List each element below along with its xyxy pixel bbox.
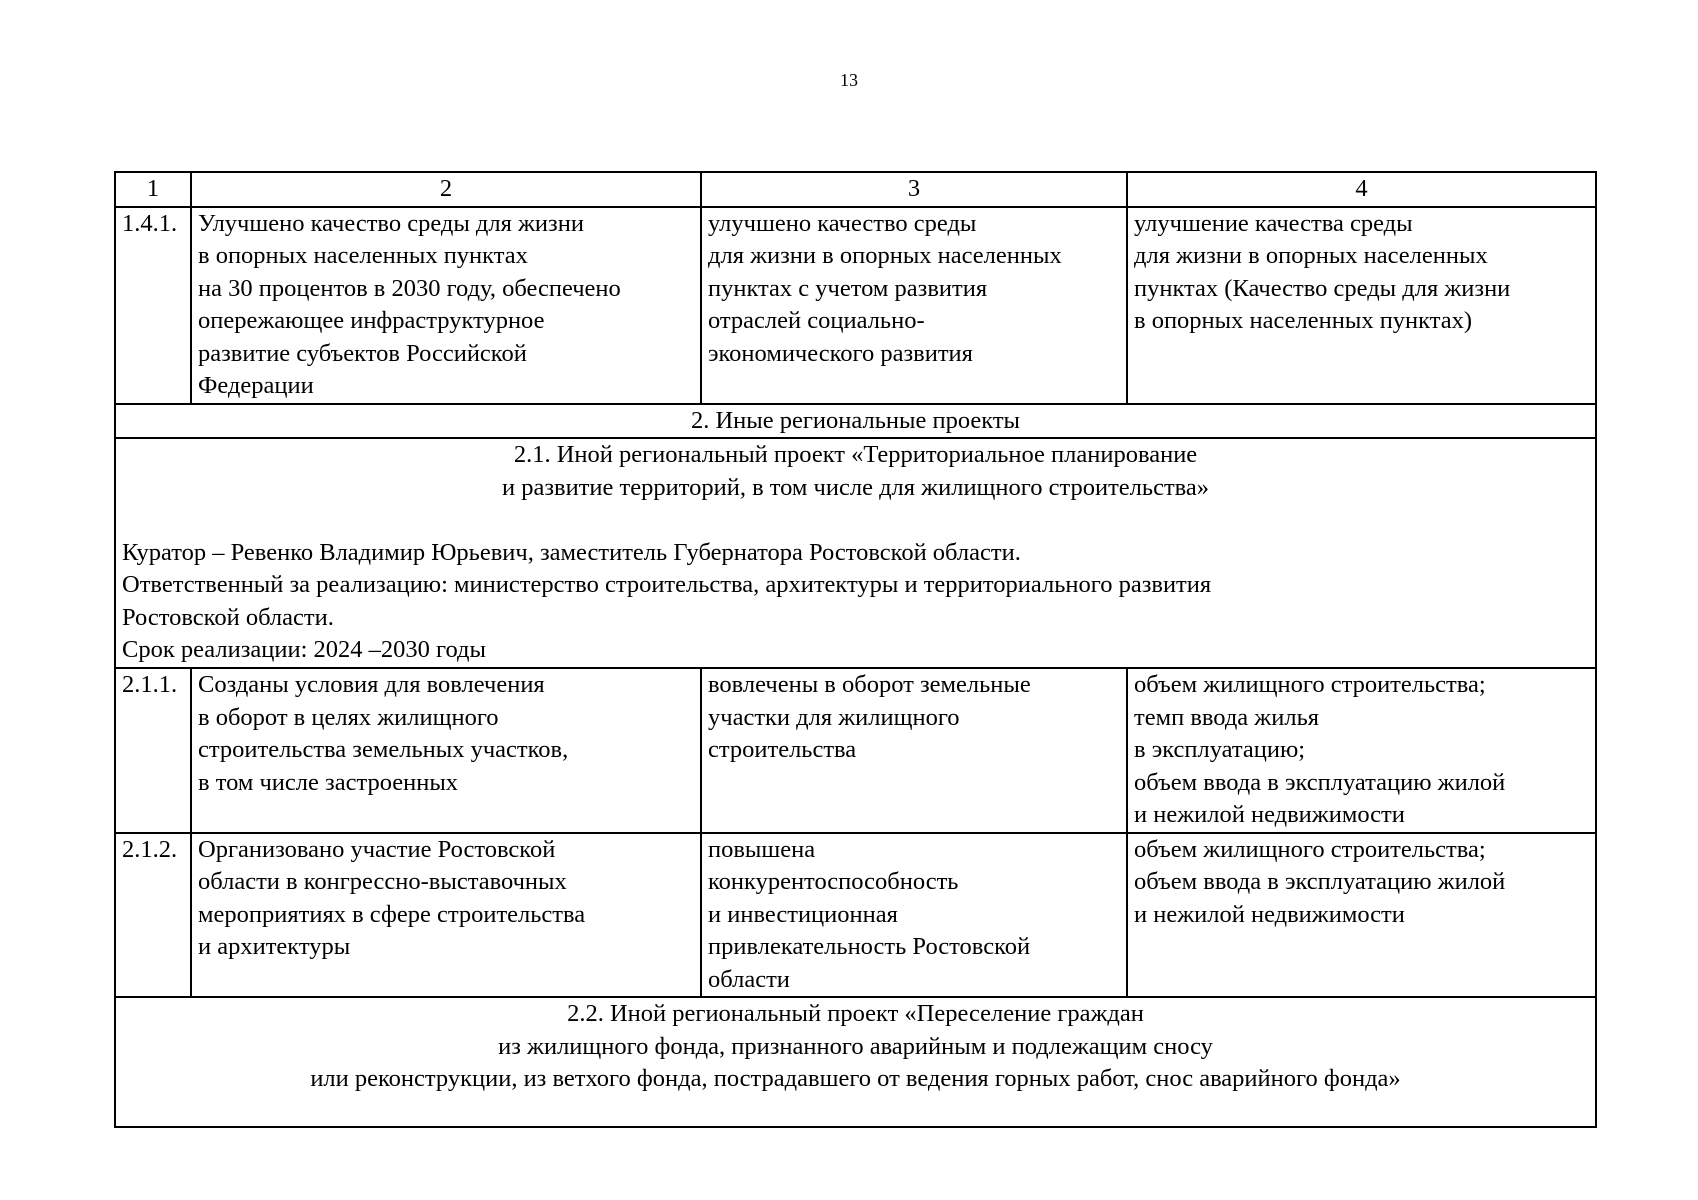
project-title-line: 2.1. Иной региональный проект «Территориальное планирование	[513, 441, 1198, 468]
blank-line	[122, 504, 1589, 537]
responsible-line: Ростовской области.	[122, 603, 334, 631]
text-line: развитие субъектов Российской	[198, 339, 527, 367]
characteristic-cell	[701, 668, 1127, 833]
text-line: повышена	[708, 835, 816, 863]
characteristic-cell	[701, 207, 1127, 404]
text-line: в оборот в целях жилищного	[198, 703, 499, 731]
project-2-2-cell	[115, 997, 1596, 1127]
section-heading: 2. Иные региональные проекты	[115, 404, 1596, 439]
text-line: в том числе застроенных	[198, 768, 459, 796]
row-number: 2.1.2.	[115, 833, 191, 998]
text-line: для жизни в опорных населенных	[1134, 242, 1488, 269]
text-line: темп ввода жилья	[1134, 703, 1320, 731]
text-line: участки для жилищного	[708, 703, 960, 731]
table-row-2-1-2	[115, 833, 1596, 998]
text-line: Федерации	[198, 372, 314, 399]
project-2-1-row	[115, 438, 1596, 668]
text-line: опережающее инфраструктурное	[198, 307, 545, 334]
header-col-3: 3	[701, 172, 1127, 207]
text-line: пунктах (Качество среды для жизни	[1134, 274, 1511, 302]
text-line: и архитектуры	[198, 933, 351, 960]
text-line: Созданы условия для вовлечения	[198, 671, 545, 698]
text-line: улучшение качества среды	[1134, 209, 1413, 237]
text-line: строительства	[708, 736, 857, 763]
project-2-1-cell	[115, 438, 1596, 668]
indicator-cell	[1127, 207, 1596, 404]
page-number: 13	[840, 70, 858, 90]
result-cell	[191, 833, 701, 998]
text-line: Организовано участие Ростовской	[198, 835, 556, 863]
table-row-1-4-1	[115, 207, 1596, 404]
text-line: экономического развития	[708, 339, 973, 367]
text-line: на 30 процентов в 2030 году, обеспечено	[198, 274, 621, 302]
text-line: и нежилой недвижимости	[1134, 801, 1405, 828]
text-line: конкурентоспособность	[708, 868, 959, 895]
row-number: 2.1.1.	[115, 668, 191, 833]
text-line: и инвестиционная	[708, 900, 898, 928]
text-line: привлекательность Ростовской	[708, 933, 1031, 960]
header-col-4: 4	[1127, 172, 1596, 207]
table-row-2-1-1	[115, 668, 1596, 833]
result-cell	[191, 207, 701, 404]
text-line: объем ввода в эксплуатацию жилой	[1134, 768, 1506, 796]
indicator-cell	[1127, 668, 1596, 833]
term-line: Срок реализации: 2024 –2030 годы	[122, 636, 486, 663]
header-col-2: 2	[191, 172, 701, 207]
curator-line: Куратор – Ревенко Владимир Юрьевич, заместитель Губернатора Ростовской области.	[122, 538, 1021, 566]
text-line: области в конгрессно-выставочных	[198, 868, 567, 895]
row-number: 1.4.1.	[115, 207, 191, 404]
text-line: в опорных населенных пунктах)	[1134, 307, 1473, 334]
header-row	[115, 172, 1596, 207]
text-line: Улучшено качество среды для жизни	[198, 209, 584, 237]
project-title-line: и развитие территорий, в том числе для жилищного строительства»	[501, 473, 1210, 501]
text-line: для жизни в опорных населенных	[708, 242, 1062, 269]
project-title-line: или реконструкции, из ветхого фонда, пострадавшего от ведения горных работ, снос аварийного фонда»	[310, 1065, 1401, 1092]
section-heading-row	[115, 404, 1596, 439]
text-line: и нежилой недвижимости	[1134, 900, 1405, 928]
text-line: мероприятиях в сфере строительства	[198, 900, 586, 928]
text-line: улучшено качество среды	[708, 209, 977, 237]
text-line: объем жилищного строительства;	[1134, 671, 1486, 698]
text-line: в опорных населенных пунктах	[198, 242, 528, 269]
header-col-1: 1	[115, 172, 191, 207]
text-line: отраслей социально-	[708, 307, 925, 334]
text-line: в эксплуатацию;	[1134, 736, 1306, 763]
project-2-2-row	[115, 997, 1596, 1127]
responsible-line: Ответственный за реализацию: министерство строительства, архитектуры и территориального развития	[122, 571, 1212, 598]
project-table	[114, 171, 1597, 1128]
text-line: объем ввода в эксплуатацию жилой	[1134, 868, 1506, 895]
text-line: строительства земельных участков,	[198, 736, 569, 763]
text-line: вовлечены в оборот земельные	[708, 671, 1031, 698]
text-line: пунктах с учетом развития	[708, 274, 988, 302]
indicator-cell	[1127, 833, 1596, 998]
characteristic-cell	[701, 833, 1127, 998]
text-line: объем жилищного строительства;	[1134, 835, 1486, 863]
text-line: области	[708, 965, 790, 993]
project-title-line: из жилищного фонда, признанного аварийным и подлежащим сносу	[498, 1032, 1213, 1060]
project-title-line: 2.2. Иной региональный проект «Переселение граждан	[567, 1000, 1144, 1027]
result-cell	[191, 668, 701, 833]
